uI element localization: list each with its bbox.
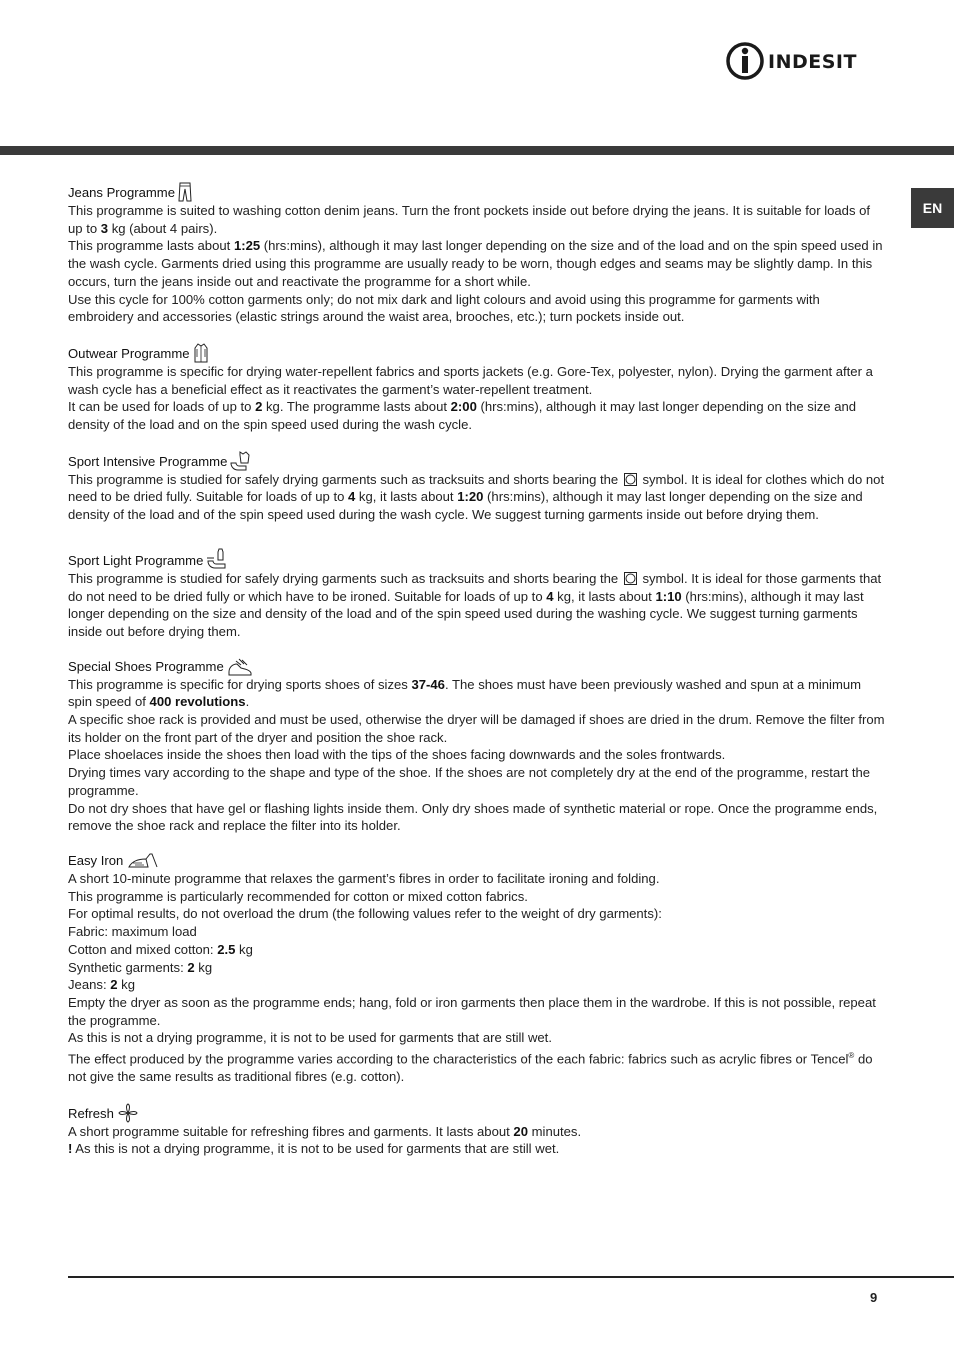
paragraph: Jeans: 2 kg: [68, 977, 135, 993]
paragraph: This programme is specific for drying water-repellent fabrics and sports jackets (e.g. Gore-Tex, polyester, nylon). Drying the garment after a wash cycle has a beneficial effect as it reactivates the garment’s water-repellent treatment.: [68, 363, 873, 397]
document-body: [68, 182, 886, 1158]
section-heading: [68, 548, 886, 570]
paragraph: Do not dry shoes that have gel or flashing lights inside them. Only dry shoes made of synthetic material or rope. Once the programme ends, remove the shoe rack and replace the filter into its holder.: [68, 800, 878, 834]
paragraph: Empty the dryer as soon as the programme ends; hang, fold or iron garments then place them in the wardrobe. If this is not possible, repeat the programme.: [68, 994, 876, 1028]
paragraph: This programme is studied for safely drying garments such as tracksuits and shorts bearing the symbol. It is ideal for those garments that do not need to be dried fully or which have to be ironed. Suitable for loads of up to 4 kg, it lasts about 1:10 (hrs:mins), although it may last longer depending on the size and density of the load and of the spin speed used during the washing cycle. We suggest turning garments inside out before drying them.: [68, 570, 882, 639]
paragraph: Place shoelaces inside the shoes then load with the tips of the shoes facing downwards and the soles frontwards.: [68, 747, 726, 763]
section-sport-intensive: [68, 451, 886, 524]
shoe-icon: [227, 658, 253, 676]
header-divider: [0, 146, 954, 155]
paragraph: A specific shoe rack is provided and must be used, otherwise the dryer will be damaged if shoes are dried in the drum. Remove the filter from its holder on the front part of the dryer and position the shoe rack.: [68, 712, 885, 745]
paragraph: It can be used for loads of up to 2 kg. The programme lasts about 2:00 (hrs:mins), although it may last longer depending on the size and density of the load and on the spin speed used during the wash cycle.: [68, 399, 857, 433]
paragraph: A short 10-minute programme that relaxes the garment’s fibres in order to facilitate ironing and folding.: [68, 870, 660, 886]
section-outwear: [68, 343, 886, 434]
section-refresh: [68, 1103, 886, 1158]
language-tab: EN: [911, 188, 954, 228]
paragraph: The effect produced by the programme varies according to the characteristics of the each fabric: fabrics such as acrylic fibres or Tencel® do not give the same results as traditional fibres (e.g. cotton).: [68, 1051, 873, 1085]
section-special-shoes: [68, 658, 886, 835]
paragraph: This programme is specific for drying sports shoes of sizes 37-46. The shoes must have been previously washed and spun at a minimum spin speed of 400 revolutions.: [68, 676, 862, 710]
sport-light-icon: [206, 548, 230, 570]
jacket-icon: [193, 343, 209, 363]
section-title: Refresh: [68, 1106, 114, 1122]
paragraph: This programme is studied for safely drying garments such as tracksuits and shorts bearing the symbol. It is ideal for clothes which do not need to be dried fully. Suitable for loads of up to 4 kg, it lasts about 1:20 (hrs:mins), although it may last longer depending on the size and density of the load and of the spin speed used during the wash cycle. We suggest turning garments inside out before drying them.: [68, 471, 885, 523]
refresh-fan-icon: [117, 1103, 139, 1123]
indesit-logo: [726, 40, 888, 82]
paragraph: Drying times vary according to the shape and type of the shoe. If the shoes are not completely dry at the end of the programme, restart the programme.: [68, 765, 871, 798]
section-heading: [68, 343, 886, 363]
section-heading: [68, 852, 886, 870]
section-heading: [68, 658, 886, 676]
paragraph: This programme is suited to washing cotton denim jeans. Turn the front pockets inside out before drying the jeans. It is suitable for loads of up to 3 kg (about 4 pairs).: [68, 203, 871, 236]
paragraph: As this is not a drying programme, it is not to be used for garments that are still wet.: [68, 1030, 552, 1046]
indesit-logo-icon: [726, 40, 766, 82]
paragraph: This programme lasts about 1:25 (hrs:mins), although it may last longer depending on the size and of the load and on the spin speed used in the wash cycle. Garments dried using this programme are usually ready to be worn, though edges and seams may be slightly damp. In this occurs, turn the jeans inside out and reactivate the programme for a short while.: [68, 238, 883, 289]
paragraph: ! As this is not a drying programme, it is not to be used for garments that are still wet.: [68, 1141, 560, 1157]
section-title: Sport Light Programme: [68, 553, 204, 569]
section-title: Jeans Programme: [68, 185, 175, 201]
warning-mark: !: [68, 1141, 73, 1157]
section-heading: [68, 182, 886, 202]
paragraph: Fabric: maximum load: [68, 924, 197, 940]
section-title: Special Shoes Programme: [68, 658, 224, 674]
brand-name: indesit: [768, 44, 857, 75]
section-jeans: [68, 182, 886, 326]
section-sport-light: [68, 548, 886, 641]
section-heading: [68, 1103, 886, 1123]
page-number: 9: [870, 1290, 878, 1305]
iron-icon: [126, 852, 158, 870]
section-easy-iron: [68, 852, 886, 1086]
paragraph: A short programme suitable for refreshing fibres and garments. It lasts about 20 minutes.: [68, 1123, 582, 1139]
jeans-icon: [178, 182, 192, 202]
dryer-symbol-icon: [624, 572, 637, 585]
paragraph: This programme is particularly recommended for cotton or mixed cotton fabrics.: [68, 888, 528, 904]
section-heading: [68, 451, 886, 471]
paragraph: Synthetic garments: 2 kg: [68, 959, 213, 975]
section-title: Sport Intensive Programme: [68, 454, 228, 470]
paragraph: Cotton and mixed cotton: 2.5 kg: [68, 941, 253, 957]
dryer-symbol-icon: [624, 473, 637, 486]
paragraph: For optimal results, do not overload the drum (the following values refer to the weight of dry garments):: [68, 906, 662, 922]
section-title: Outwear Programme: [68, 346, 190, 362]
sport-intensive-icon: [230, 451, 252, 471]
footer-divider: [68, 1276, 954, 1278]
paragraph: Use this cycle for 100% cotton garments only; do not mix dark and light colours and avoid using this programme for garments with embroidery and accessories (elastic strings around the waist area, brooches, etc.); turn pockets inside out.: [68, 291, 820, 325]
section-title: Easy Iron: [68, 853, 124, 869]
